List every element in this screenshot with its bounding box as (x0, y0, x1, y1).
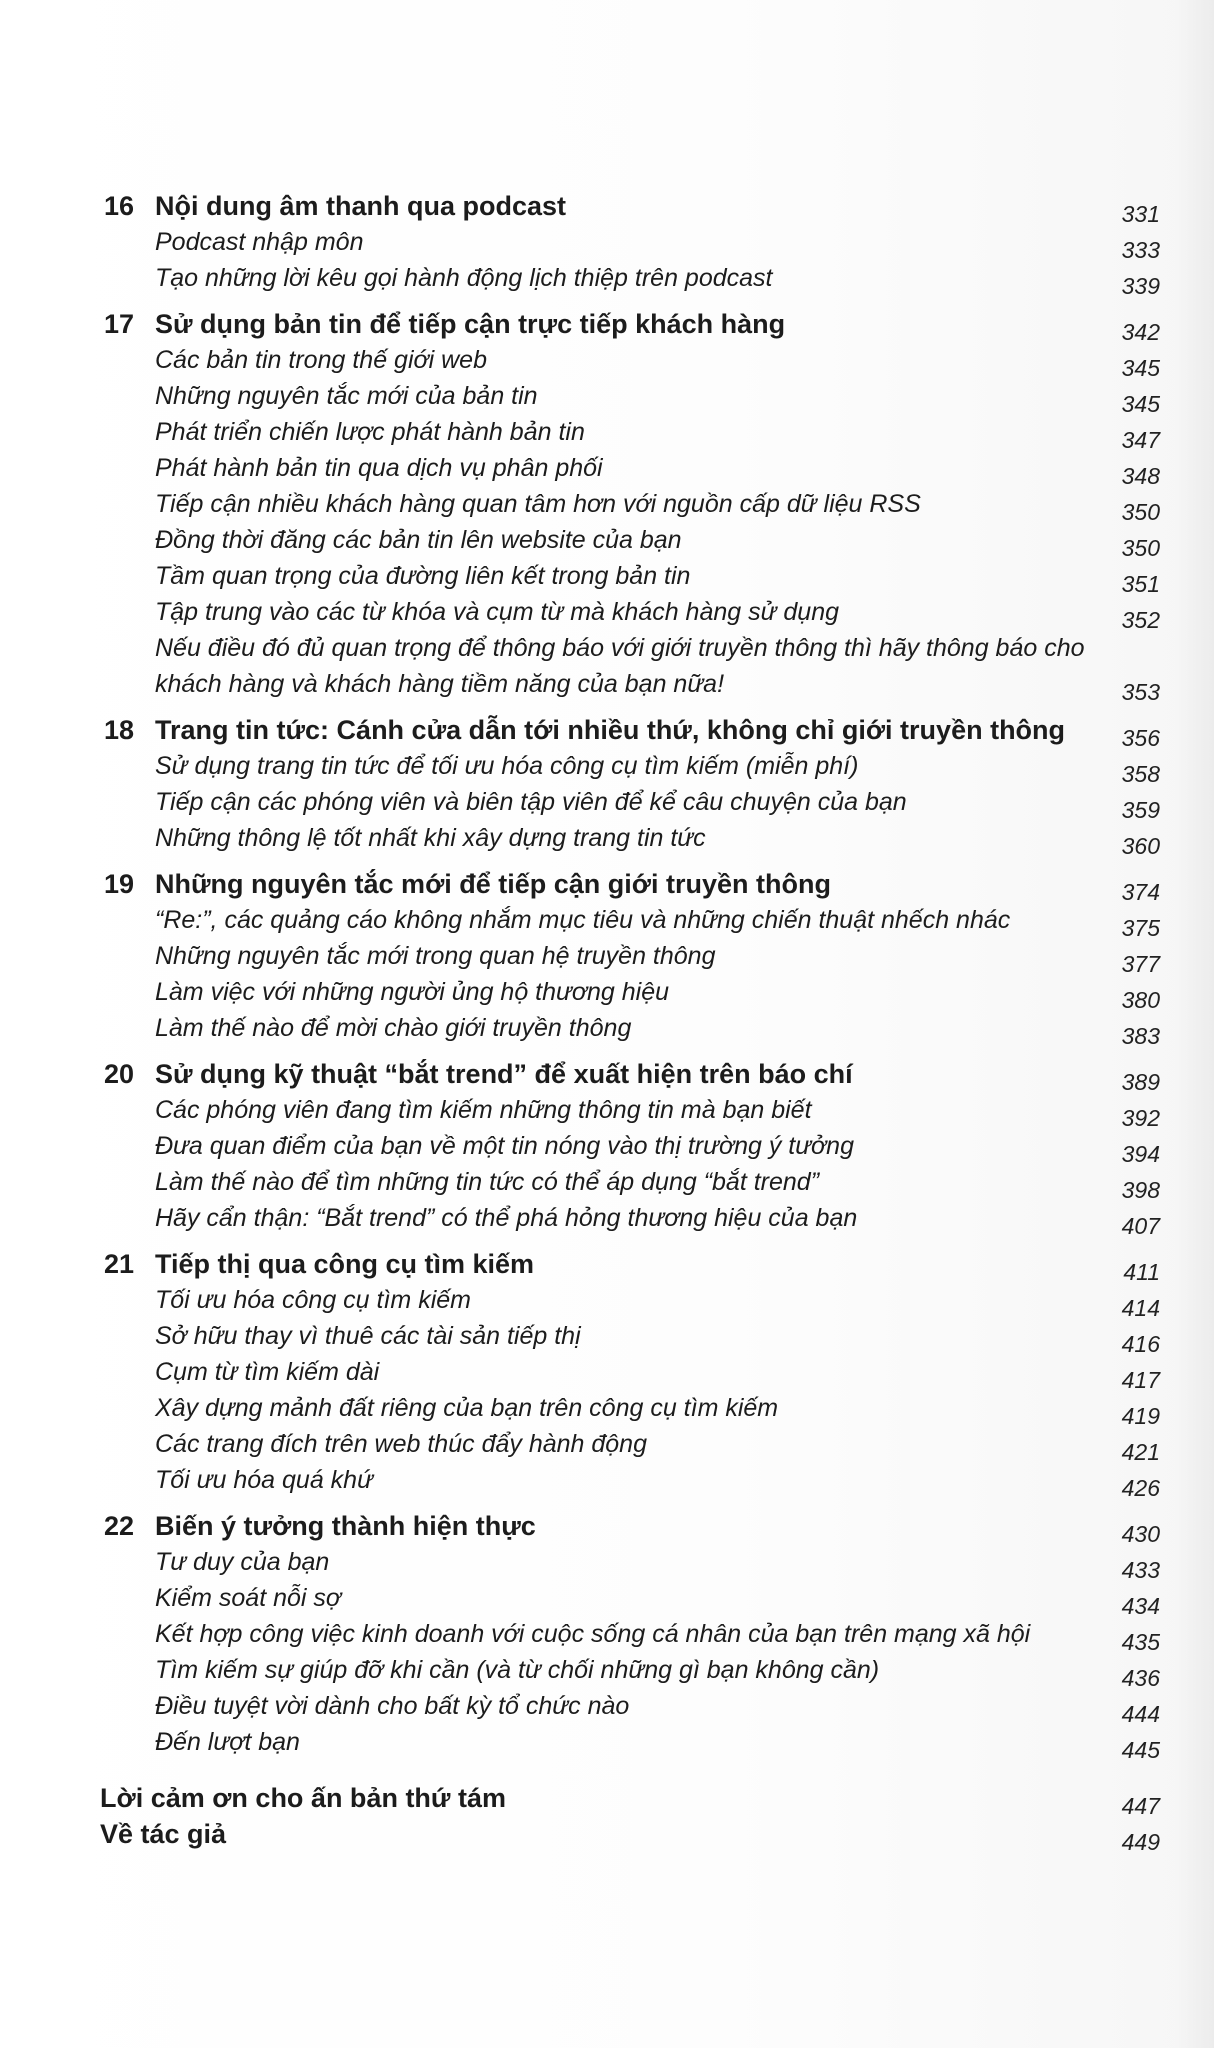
chapter-number: 18 (104, 715, 135, 745)
chapter-entry (100, 712, 1164, 859)
page-number: 360 (1121, 833, 1160, 859)
section-title: Nếu điều đó đủ quan trọng để thông báo với giới truyền thông thì hãy thông báo cho khách hàng và khách hàng tiềm năng của bạn nữa! (155, 634, 1085, 698)
page-number: 348 (1121, 463, 1160, 489)
page-number: 358 (1121, 761, 1160, 787)
section-row[interactable] (100, 1318, 1164, 1357)
chapter-number: 22 (104, 1511, 135, 1541)
section-row[interactable] (100, 1580, 1164, 1619)
section-title: Kiểm soát nỗi sợ (155, 1584, 342, 1612)
section-title: Làm thế nào để tìm những tin tức có thể áp dụng “bắt trend” (155, 1168, 820, 1196)
page-number: 426 (1121, 1475, 1160, 1501)
section-row[interactable] (100, 938, 1164, 977)
chapter-heading-row[interactable] (100, 1246, 1164, 1285)
section-row[interactable] (100, 486, 1164, 525)
section-row[interactable] (100, 902, 1164, 941)
chapter-spacer (100, 1236, 1164, 1246)
section-title: Kết hợp công việc kinh doanh với cuộc sống cá nhân của bạn trên mạng xã hội (155, 1620, 1031, 1648)
page-number: 445 (1121, 1737, 1160, 1763)
section-row[interactable] (100, 594, 1164, 633)
chapter-entry (100, 866, 1164, 1049)
page-number: 433 (1121, 1557, 1160, 1583)
page-number: 342 (1121, 319, 1160, 345)
section-title: Làm thế nào để mời chào giới truyền thông (155, 1014, 632, 1042)
section-row[interactable] (100, 1128, 1164, 1167)
section-row[interactable] (100, 1652, 1164, 1691)
section-row[interactable] (100, 1616, 1164, 1655)
section-row[interactable] (100, 1164, 1164, 1203)
section-title: “Re:”, các quảng cáo không nhắm mục tiêu và những chiến thuật nhếch nhác (155, 906, 1011, 934)
section-title: Tiếp cận các phóng viên và biên tập viên để kể câu chuyện của bạn (155, 788, 907, 816)
page-number: 339 (1121, 273, 1160, 299)
section-title: Sử dụng trang tin tức để tối ưu hóa công cụ tìm kiếm (miễn phí) (155, 752, 859, 780)
page-number: 374 (1121, 879, 1160, 905)
section-title: Đồng thời đăng các bản tin lên website của bạn (155, 526, 682, 554)
chapter-spacer (100, 296, 1164, 306)
page-edge-shadow (1174, 0, 1214, 2048)
chapter-title: Nội dung âm thanh qua podcast (155, 191, 566, 221)
section-row[interactable] (100, 630, 1164, 705)
page-number: 389 (1121, 1069, 1160, 1095)
chapter-title: Sử dụng bản tin để tiếp cận trực tiếp khách hàng (155, 309, 786, 339)
section-row[interactable] (100, 414, 1164, 453)
section-row[interactable] (100, 522, 1164, 561)
section-title: Làm việc với những người ủng hộ thương hiệu (155, 978, 670, 1006)
back-matter-spacer (100, 1770, 1164, 1780)
section-row[interactable] (100, 1544, 1164, 1583)
page-number: 352 (1121, 607, 1160, 633)
chapter-number: 16 (104, 191, 135, 221)
section-row[interactable] (100, 224, 1164, 263)
page-number: 394 (1121, 1141, 1160, 1167)
chapter-number: 19 (104, 869, 135, 899)
chapter-spacer (100, 856, 1164, 866)
section-row[interactable] (100, 784, 1164, 823)
page-number: 435 (1121, 1629, 1160, 1655)
back-matter-row[interactable] (100, 1780, 1164, 1819)
section-row[interactable] (100, 342, 1164, 381)
page-number: 447 (1121, 1793, 1160, 1819)
section-title: Phát triển chiến lược phát hành bản tin (155, 418, 585, 446)
page-number: 383 (1121, 1023, 1160, 1049)
section-title: Những thông lệ tốt nhất khi xây dựng trang tin tức (155, 824, 706, 852)
section-row[interactable] (100, 1724, 1164, 1763)
back-matter-row[interactable] (100, 1816, 1164, 1855)
page-number: 347 (1121, 427, 1160, 453)
section-title: Những nguyên tắc mới của bản tin (155, 382, 538, 410)
chapter-title: Sử dụng kỹ thuật “bắt trend” để xuất hiện trên báo chí (155, 1059, 853, 1089)
chapter-number: 21 (104, 1249, 135, 1279)
section-row[interactable] (100, 974, 1164, 1013)
section-row[interactable] (100, 1092, 1164, 1131)
section-title: Phát hành bản tin qua dịch vụ phân phối (155, 454, 603, 482)
chapter-heading-row[interactable] (100, 712, 1164, 751)
section-title: Những nguyên tắc mới trong quan hệ truyền thông (155, 942, 716, 970)
chapter-entry (100, 1508, 1164, 1763)
section-row[interactable] (100, 558, 1164, 597)
page-number: 345 (1121, 391, 1160, 417)
page-number: 359 (1121, 797, 1160, 823)
chapter-number: 17 (104, 309, 135, 339)
chapter-spacer (100, 702, 1164, 712)
chapter-entry (100, 1056, 1164, 1239)
section-row[interactable] (100, 260, 1164, 299)
section-title: Điều tuyệt vời dành cho bất kỳ tổ chức nào (155, 1692, 630, 1720)
table-of-contents (100, 188, 1164, 1855)
chapter-title: Biến ý tưởng thành hiện thực (155, 1511, 536, 1541)
chapter-spacer (100, 1498, 1164, 1508)
section-title: Tư duy của bạn (155, 1548, 330, 1576)
page-number: 351 (1121, 571, 1160, 597)
section-title: Đến lượt bạn (155, 1728, 300, 1756)
page-number: 353 (1121, 679, 1160, 705)
page-number: 375 (1121, 915, 1160, 941)
page-number: 411 (1123, 1259, 1160, 1285)
section-title: Tối ưu hóa quá khứ (155, 1466, 373, 1494)
section-title: Đưa quan điểm của bạn về một tin nóng vào thị trường ý tưởng (155, 1132, 854, 1160)
section-title: Các trang đích trên web thúc đẩy hành động (155, 1430, 647, 1458)
chapter-heading-row[interactable] (100, 306, 1164, 345)
section-title: Tạo những lời kêu gọi hành động lịch thiệp trên podcast (155, 264, 773, 292)
page-number: 398 (1121, 1177, 1160, 1203)
section-title: Xây dựng mảnh đất riêng của bạn trên công cụ tìm kiếm (155, 1394, 779, 1422)
page-number: 417 (1121, 1367, 1160, 1393)
chapter-spacer (100, 1046, 1164, 1056)
page-number: 407 (1121, 1213, 1160, 1239)
chapter-title: Tiếp thị qua công cụ tìm kiếm (155, 1249, 535, 1279)
page-number: 434 (1121, 1593, 1160, 1619)
chapter-spacer (100, 1760, 1164, 1770)
chapter-entry (100, 1246, 1164, 1501)
page-number: 350 (1121, 499, 1160, 525)
chapter-heading-row[interactable] (100, 1508, 1164, 1547)
page-number: 414 (1121, 1295, 1160, 1321)
chapter-heading-row[interactable] (100, 866, 1164, 905)
section-row[interactable] (100, 378, 1164, 417)
section-title: Podcast nhập môn (155, 228, 364, 256)
section-row[interactable] (100, 1200, 1164, 1239)
chapter-number: 20 (104, 1059, 135, 1089)
section-row[interactable] (100, 1426, 1164, 1465)
page-number: 333 (1121, 237, 1160, 263)
page-number: 331 (1121, 201, 1160, 227)
chapter-entry (100, 306, 1164, 705)
chapter-heading-row[interactable] (100, 1056, 1164, 1095)
page-number: 421 (1121, 1439, 1160, 1465)
page-number: 377 (1121, 951, 1160, 977)
page-number: 392 (1121, 1105, 1160, 1131)
page-number: 430 (1121, 1521, 1160, 1547)
page-number: 444 (1121, 1701, 1160, 1727)
section-title: Hãy cẩn thận: “Bắt trend” có thể phá hỏng thương hiệu của bạn (155, 1204, 858, 1232)
section-row[interactable] (100, 1390, 1164, 1429)
section-row[interactable] (100, 820, 1164, 859)
chapter-entry (100, 188, 1164, 299)
chapter-heading-row[interactable] (100, 188, 1164, 227)
section-title: Sở hữu thay vì thuê các tài sản tiếp thị (155, 1322, 581, 1350)
section-row[interactable] (100, 1688, 1164, 1727)
page-number: 419 (1121, 1403, 1160, 1429)
chapter-title: Trang tin tức: Cánh cửa dẫn tới nhiều thứ, không chỉ giới truyền thông (155, 715, 1066, 745)
page-number: 449 (1121, 1829, 1160, 1855)
page-number: 436 (1121, 1665, 1160, 1691)
section-row[interactable] (100, 1354, 1164, 1393)
page-number: 356 (1121, 725, 1160, 751)
section-title: Tối ưu hóa công cụ tìm kiếm (155, 1286, 471, 1314)
page-number: 350 (1121, 535, 1160, 561)
section-row[interactable] (100, 1462, 1164, 1501)
section-title: Các bản tin trong thế giới web (155, 346, 487, 374)
page-number: 380 (1121, 987, 1160, 1013)
section-title: Tầm quan trọng của đường liên kết trong bản tin (155, 562, 691, 590)
section-row[interactable] (100, 1010, 1164, 1049)
section-row[interactable] (100, 748, 1164, 787)
back-matter-title: Lời cảm ơn cho ấn bản thứ tám (100, 1783, 506, 1813)
page-number: 416 (1121, 1331, 1160, 1357)
section-title: Tìm kiếm sự giúp đỡ khi cần (và từ chối những gì bạn không cần) (155, 1656, 880, 1684)
chapter-title: Những nguyên tắc mới để tiếp cận giới truyền thông (155, 869, 831, 899)
section-title: Các phóng viên đang tìm kiếm những thông tin mà bạn biết (155, 1096, 812, 1124)
section-title: Tập trung vào các từ khóa và cụm từ mà khách hàng sử dụng (155, 598, 840, 626)
section-title: Tiếp cận nhiều khách hàng quan tâm hơn với nguồn cấp dữ liệu RSS (155, 490, 921, 518)
page-number: 345 (1121, 355, 1160, 381)
section-row[interactable] (100, 1282, 1164, 1321)
section-row[interactable] (100, 450, 1164, 489)
section-title: Cụm từ tìm kiếm dài (155, 1358, 380, 1386)
back-matter-title: Về tác giả (100, 1819, 227, 1849)
